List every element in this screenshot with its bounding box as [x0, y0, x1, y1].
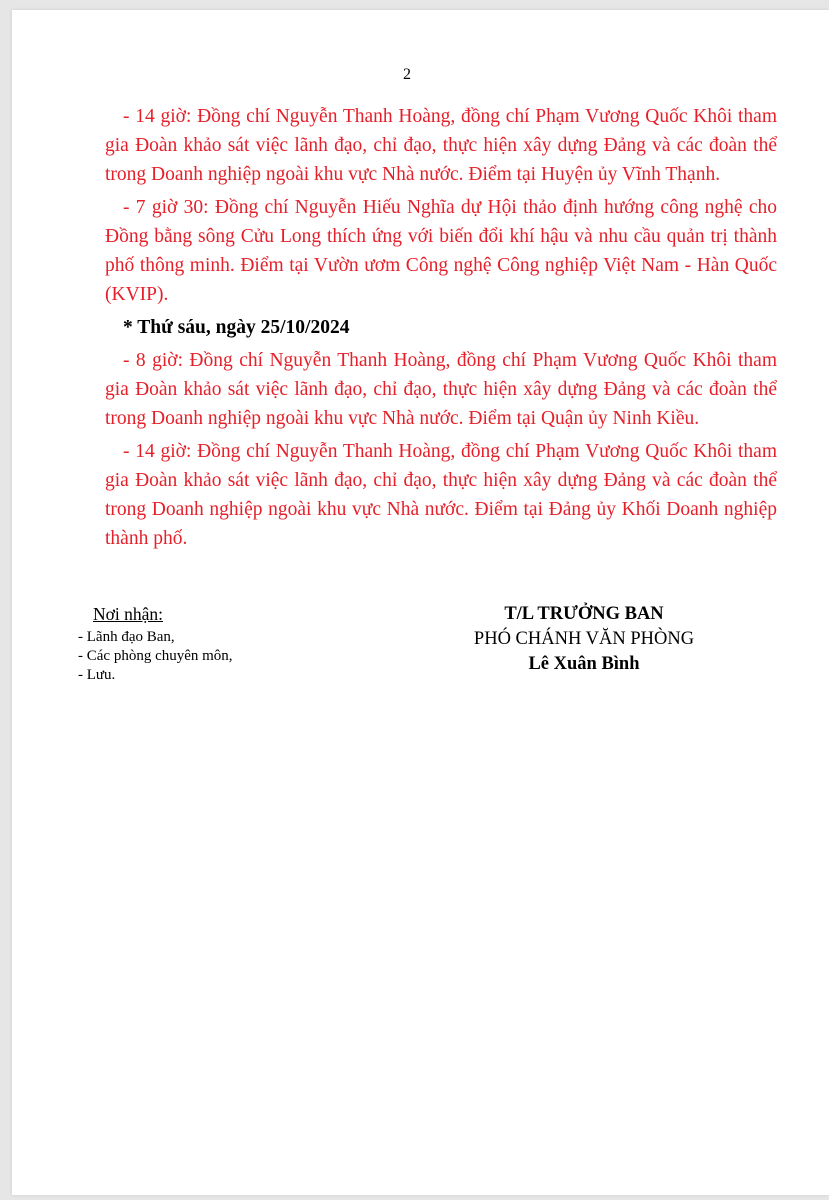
schedule-entry: - 7 giờ 30: Đồng chí Nguyễn Hiếu Nghĩa dự Hội thảo định hướng công nghệ cho Đồng bằng sông Cửu Long thích ứng với biến đổi khí hậu và nhu cầu quản trị thành phố thông minh. Điểm tại Vườn ươm Công nghệ Công nghiệp Việt Nam - Hàn Quốc (KVIP).	[105, 197, 777, 305]
page-number: 2	[403, 66, 411, 83]
signature-title: T/L TRƯỞNG BAN	[504, 604, 664, 624]
recipients-list	[78, 628, 233, 685]
schedule-entry: - 8 giờ: Đồng chí Nguyễn Thanh Hoàng, đồng chí Phạm Vương Quốc Khôi tham gia Đoàn khảo sát việc lãnh đạo, chỉ đạo, thực hiện xây dựng Đảng và các đoàn thể trong Doanh nghiệp ngoài khu vực Nhà nước. Điểm tại Quận ủy Ninh Kiều.	[105, 350, 777, 429]
recipient-item: - Lãnh đạo Ban,	[78, 629, 175, 645]
recipient-item: - Lưu.	[78, 667, 116, 683]
day-heading: * Thứ sáu, ngày 25/10/2024	[123, 317, 350, 338]
signer-name: Lê Xuân Bình	[528, 654, 640, 674]
schedule-entry: - 14 giờ: Đồng chí Nguyễn Thanh Hoàng, đồng chí Phạm Vương Quốc Khôi tham gia Đoàn khảo sát việc lãnh đạo, chỉ đạo, thực hiện xây dựng Đảng và các đoàn thể trong Doanh nghiệp ngoài khu vực Nhà nước. Điểm tại Huyện ủy Vĩnh Thạnh.	[105, 106, 777, 185]
recipients-block	[78, 602, 233, 685]
schedule-entry: - 14 giờ: Đồng chí Nguyễn Thanh Hoàng, đồng chí Phạm Vương Quốc Khôi tham gia Đoàn khảo sát việc lãnh đạo, chỉ đạo, thực hiện xây dựng Đảng và các đoàn thể trong Doanh nghiệp ngoài khu vực Nhà nước. Điểm tại Đảng ủy Khối Doanh nghiệp thành phố.	[105, 441, 777, 549]
schedule-body	[105, 102, 777, 557]
recipient-item: - Các phòng chuyên môn,	[78, 648, 233, 664]
signature-position: PHÓ CHÁNH VĂN PHÒNG	[473, 629, 695, 649]
signature-block	[432, 602, 736, 677]
document-page	[12, 10, 829, 1195]
recipients-title: Nơi nhận:	[93, 604, 164, 624]
